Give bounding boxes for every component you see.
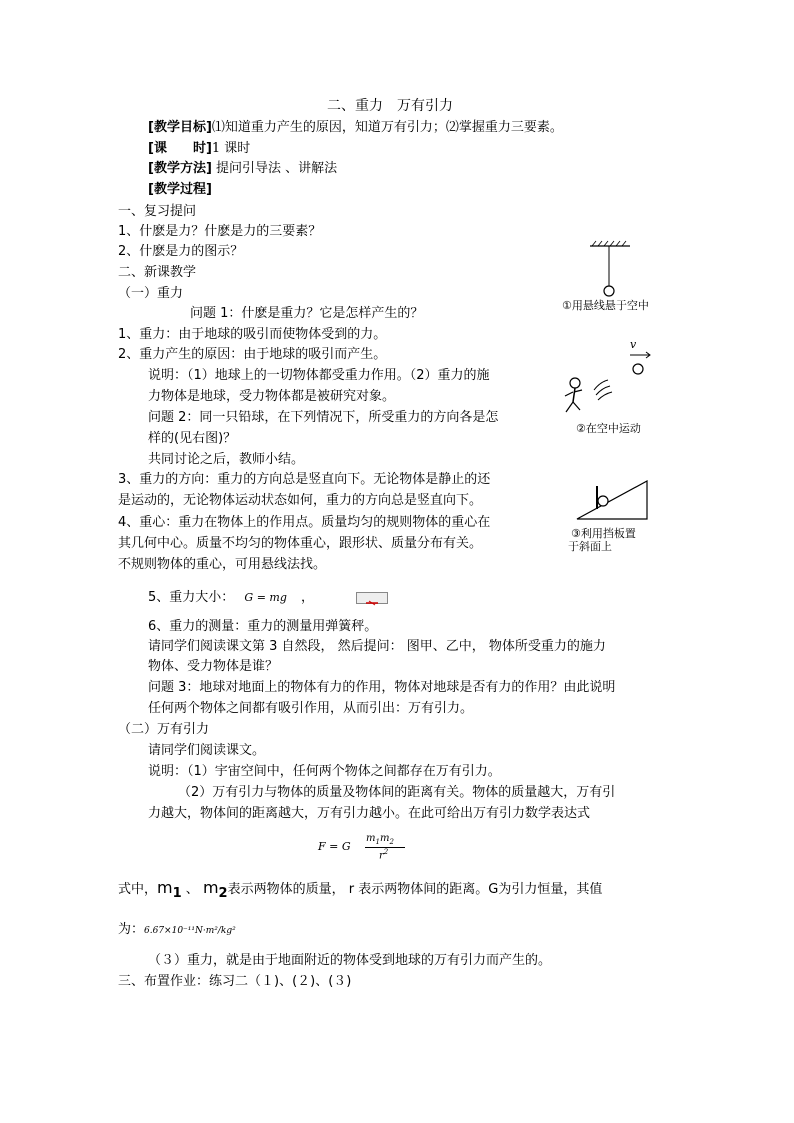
period-line (148, 141, 250, 157)
period-text: 1 课时 (211, 141, 251, 156)
discuss-line: 共同讨论之后，教师小结。 (148, 452, 305, 467)
g-value: 6.67×10⁻¹¹N·m²/kg² (144, 926, 236, 936)
separator: 、 (185, 882, 199, 897)
objective-text: ⑴知道重力产生的原因，知道万有引力；⑵掌握重力三要素。 (211, 120, 563, 135)
where-c: 表示两物体间的距离。G为引力恒量，其值 (358, 882, 603, 897)
question-3b: 任何两个物体之间都有吸引作用，从而引出：万有引力。 (148, 701, 474, 716)
value-prefix: 为： (118, 922, 145, 937)
review-q2: 2、什麽是力的图示？ (118, 244, 244, 259)
symbol-r: r (348, 882, 355, 897)
where-a: 式中， (118, 882, 158, 897)
velocity-label: v (630, 338, 637, 351)
formula-lhs: F = G (318, 840, 351, 853)
read-1b: 物体、受力物体是谁？ (148, 659, 279, 674)
where-clause (118, 879, 602, 903)
magnitude-formula: G = mg (244, 591, 287, 604)
paragraph-conclusion: （３）重力，就是由于地面附近的物体受到地球的万有引力而产生的。 (148, 953, 552, 968)
objective-line (148, 120, 563, 136)
formula-denominator: $r^2$ (379, 848, 389, 862)
paragraph-center-a: 4、重心：重力在物体上的作用点。质量均匀的规则物体的重心在 (118, 515, 491, 530)
ball-icon (598, 496, 608, 506)
paragraph-direction-a: 3、重力的方向：重力的方向总是竖直向下。无论物体是静止的还 (118, 472, 491, 487)
figure-incline-ball (572, 474, 652, 524)
g-value-line (118, 922, 236, 939)
paragraph-direction-b: 是运动的，无论物体运动状态如何，重力的方向总是竖直向下。 (118, 493, 483, 508)
subheading-universal: （二）万有引力 (118, 722, 210, 737)
figure-hanging-ball (585, 240, 635, 302)
question-3a: 问题 3：地球对地面上的物体有力的作用，物体对地球是否有力的作用？由此说明 (148, 680, 616, 695)
read-1a: 请同学们阅读课文第 3 自然段， 然后提问： 图甲、乙中， 物体所受重力的施力 (148, 639, 606, 654)
method-line (148, 161, 337, 177)
paragraph-magnitude (148, 590, 314, 606)
gravitation-formula (318, 833, 418, 863)
broken-object-icon (357, 598, 387, 608)
process-label: [教学过程] (148, 182, 212, 197)
figure-caption-3b: 于斜面上 (568, 540, 612, 553)
ball-icon (633, 364, 643, 374)
formula-numerator: $m_1m_2$ (366, 833, 394, 846)
question-2b: 样的(见右图)？ (148, 431, 237, 446)
paragraph-measure: 6、重力的测量：重力的测量用弹簧秤。 (148, 619, 378, 634)
question-1: 问题 1：什麽是重力？它是怎样产生的？ (190, 306, 424, 321)
magnitude-label: 5、重力大小： (148, 590, 235, 605)
paragraph-center-c: 不规则物体的重心，可用悬线法找。 (118, 557, 327, 572)
ball-icon (604, 286, 614, 296)
new-lesson-heading: 二、新课教学 (118, 265, 197, 280)
method-text: 提问引导法 、讲解法 (216, 161, 338, 176)
objective-label: [教学目标] (148, 120, 212, 135)
person-head-icon (570, 378, 580, 388)
figure-caption-3a: ③利用挡板置 (571, 527, 636, 540)
read-2: 请同学们阅读课文。 (148, 743, 266, 758)
note-2c: 力越大，物体间的距离越大，万有引力越小。在此可给出万有引力数学表达式 (148, 806, 591, 821)
review-q1: 1、什麽是力？什麽是力的三要素？ (118, 224, 322, 239)
embedded-object-icon (356, 592, 388, 604)
where-b: 表示两物体的质量， (227, 882, 345, 897)
note-2a: 说明：（1）宇宙空间中，任何两个物体之间都存在万有引力。 (148, 764, 501, 779)
period-label: [课 时] (148, 141, 212, 156)
homework-line: 三、布置作业：练习二（１)、(２)、(３) (118, 974, 352, 989)
magnitude-comma: ， (301, 590, 315, 605)
review-heading: 一、复习提问 (118, 204, 197, 219)
method-label: [教学方法] (148, 161, 212, 176)
paragraph-gravity-cause: 2、重力产生的原因：由于地球的吸引而产生。 (118, 347, 387, 362)
page-title: 二、重力 万有引力 (327, 98, 453, 114)
figure-caption-1: ①用悬线悬于空中 (562, 299, 649, 312)
paragraph-center-b: 其几何中心。质量不均匀的物体重心，跟形状、质量分布有关。 (118, 536, 483, 551)
figure-thrown-ball (560, 338, 655, 420)
symbol-m2: $m_2$ (202, 878, 228, 902)
note-1b: 力物体是地球，受力物体都是被研究对象。 (148, 389, 396, 404)
figure-caption-2: ②在空中运动 (576, 422, 641, 435)
subheading-gravity: （一）重力 (118, 286, 184, 301)
note-2b: （2）万有引力与物体的质量及物体间的距离有关。物体的质量越大，万有引 (178, 785, 616, 800)
note-1a: 说明：（1）地球上的一切物体都受重力作用。（2）重力的施 (148, 368, 490, 383)
question-2a: 问题 2：同一只铅球，在下列情况下，所受重力的方向各是怎 (148, 410, 499, 425)
symbol-m1: $m_1$ (157, 878, 182, 902)
paragraph-gravity-def: 1、重力：由于地球的吸引而使物体受到的力。 (118, 327, 387, 342)
